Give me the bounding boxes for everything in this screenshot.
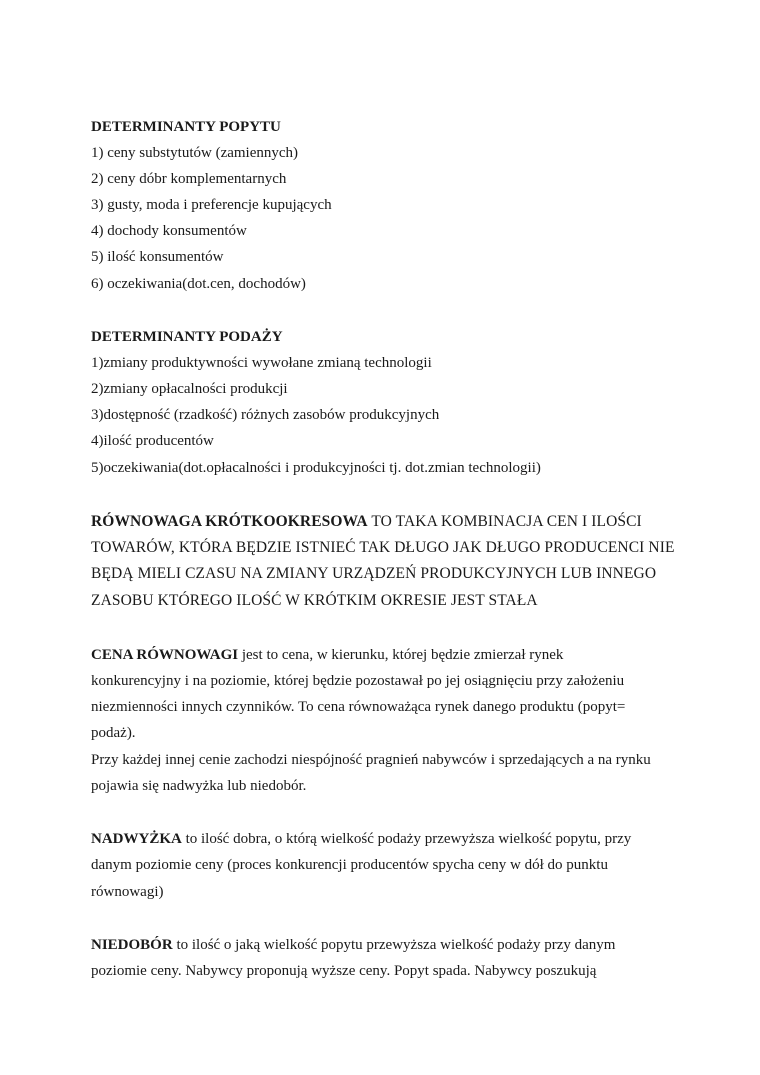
shortage-paragraph-line	[91, 935, 615, 955]
demand-item: 1) ceny substytutów (zamiennych)	[91, 145, 299, 161]
supply-heading: DETERMINANTY PODAŻY	[91, 329, 283, 345]
equilibrium-text: konkurencyjny i na poziomie, której będzie pozostawał po jej osiągnięciu przy założeniu	[91, 673, 625, 689]
supply-item: 3)dostępność (rzadkość) różnych zasobów produkcyjnych	[91, 407, 440, 423]
equilibrium-text: pojawia się nadwyżka lub niedobór.	[91, 778, 307, 794]
surplus-term: NADWYŻKA	[91, 831, 182, 847]
shortage-term: NIEDOBÓR	[91, 937, 173, 953]
surplus-text: to ilość dobra, o którą wielkość podaży przewyższa wielkość popytu, przy	[181, 831, 632, 847]
supply-item: 5)oczekiwania(dot.opłacalności i produkcyjności tj. dot.zmian technologii)	[91, 460, 541, 476]
supply-item: 4)ilość producentów	[91, 433, 214, 449]
equilibrium-term: CENA RÓWNOWAGI	[91, 647, 239, 663]
short-run-text: TOWARÓW, KTÓRA BĘDZIE ISTNIEĆ TAK DŁUGO JAK DŁUGO PRODUCENCI NIE	[91, 539, 675, 556]
demand-item: 3) gusty, moda i preferencje kupujących	[91, 197, 332, 213]
short-run-text: BĘDĄ MIELI CZASU NA ZMIANY URZĄDZEŃ PRODUKCYJNYCH LUB INNEGO	[91, 565, 657, 582]
short-run-text: ZASOBU KTÓREGO ILOŚĆ W KRÓTKIM OKRESIE JEST STAŁA	[91, 592, 538, 609]
equilibrium-text: jest to cena, w kierunku, której będzie zmierzał rynek	[238, 647, 564, 663]
shortage-text: poziomie ceny. Nabywcy proponują wyższe ceny. Popyt spada. Nabywcy poszukują	[91, 963, 597, 979]
short-run-term: RÓWNOWAGA KRÓTKOOKRESOWA	[91, 513, 368, 530]
short-run-text: TO TAKA KOMBINACJA CEN I ILOŚCI	[367, 513, 642, 530]
short-run-paragraph-line	[91, 512, 642, 532]
equilibrium-paragraph-line	[91, 645, 563, 665]
demand-item: 5) ilość konsumentów	[91, 249, 224, 265]
surplus-text: równowagi)	[91, 884, 164, 900]
demand-item: 6) oczekiwania(dot.cen, dochodów)	[91, 276, 306, 292]
equilibrium-text: niezmienności innych czynników. To cena równoważąca rynek danego produktu (popyt=	[91, 699, 626, 715]
surplus-paragraph-line	[91, 829, 631, 849]
surplus-text: danym poziomie ceny (proces konkurencji producentów spycha ceny w dół do punktu	[91, 857, 608, 873]
demand-item: 2) ceny dóbr komplementarnych	[91, 171, 287, 187]
demand-item: 4) dochody konsumentów	[91, 223, 247, 239]
demand-heading: DETERMINANTY POPYTU	[91, 119, 281, 135]
equilibrium-text: podaż).	[91, 725, 136, 741]
supply-item: 1)zmiany produktywności wywołane zmianą technologii	[91, 355, 432, 371]
equilibrium-text: Przy każdej innej cenie zachodzi niespójność pragnień nabywców i sprzedających a na rynku	[91, 752, 651, 768]
shortage-text: to ilość o jaką wielkość popytu przewyższa wielkość podaży przy danym	[172, 937, 616, 953]
supply-item: 2)zmiany opłacalności produkcji	[91, 381, 288, 397]
